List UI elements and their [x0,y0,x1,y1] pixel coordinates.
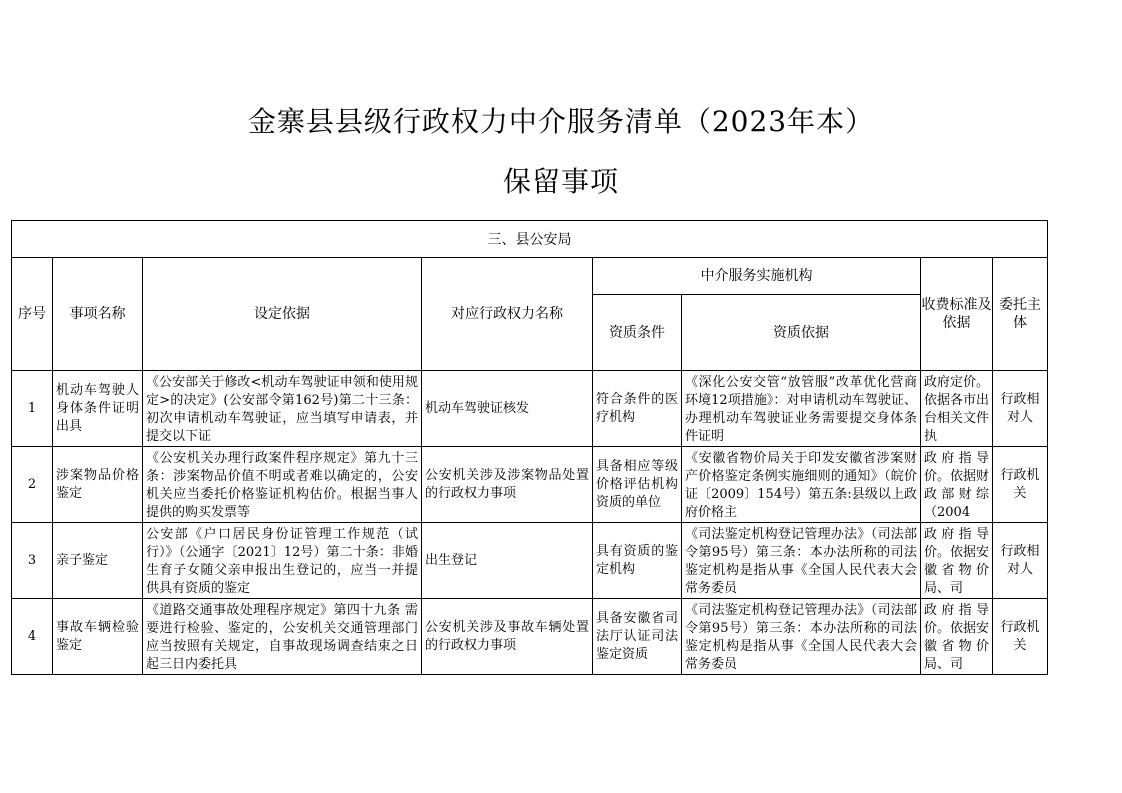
row-power-name-text: 公安机关涉及事故车辆处置的行政权力事项 [425,619,589,653]
row-basis-text: 公安部《户口居民身份证管理工作规范（试行）》（公通字〔2021〕12号）第二十条：非婚生育子女随父亲申报出生登记的，应当一并提供具有资质的鉴定 [146,526,418,596]
header-qual-basis: 资质依据 [682,295,921,371]
row-item-name-text: 亲子鉴定 [56,552,109,568]
row-fee [921,599,993,675]
row-seq: 3 [12,523,53,599]
row-basis [143,523,422,599]
row-entrust-text: 行政机关 [1000,467,1040,501]
row-qual-basis [682,599,921,675]
row-qual-basis-text: 《深化公安交管“放管服”改革优化营商环境12项措施》：对申请机动车驾驶证、办理机动车驾驶证业务需要提交身体条件证明 [685,374,917,444]
row-basis [143,371,422,447]
row-entrust-text: 行政相对人 [1000,543,1040,577]
row-power-name [422,599,593,675]
row-fee [921,523,993,599]
row-item-name [53,371,143,447]
row-item-name [53,447,143,523]
header-item-name: 事项名称 [53,258,143,371]
row-entrust [993,371,1048,447]
row-seq: 4 [12,599,53,675]
department-header: 三、县公安局 [12,221,1048,258]
row-fee-text: 政府指导价。依据安徽省物价局、司 [924,602,990,672]
row-entrust [993,523,1048,599]
row-qual-condition-text: 具有资质的鉴定机构 [596,543,678,577]
document-subtitle: 保留事项 [502,165,619,198]
header-seq: 序号 [12,258,53,371]
document-title: 金寨县县级行政权力中介服务清单（2023年本） [247,105,875,138]
table-row [12,447,1048,523]
row-fee-text: 政府指导价。依据财政部财综（2004 [924,450,990,520]
row-item-name [53,523,143,599]
row-item-name [53,599,143,675]
row-qual-condition-text: 符合条件的医疗机构 [596,391,678,425]
row-fee-text: 政府定价。依据各市出台相关文件执 [924,374,990,444]
row-qual-basis [682,523,921,599]
row-qual-basis-text: 《司法鉴定机构登记管理办法》（司法部令第95号）第三条：本办法所称的司法鉴定机构是指从事《全国人民代表大会常务委员 [685,602,917,672]
table-row [12,523,1048,599]
row-qual-basis [682,371,921,447]
row-qual-condition-text: 具备相应等级价格评估机构资质的单位 [596,458,678,510]
header-fee: 收费标准及依据 [921,258,993,371]
header-entrust: 委托主体 [993,258,1048,371]
table-row [12,599,1048,675]
row-power-name [422,523,593,599]
row-qual-condition [593,447,682,523]
row-power-name-text: 出生登记 [425,552,478,568]
row-seq: 2 [12,447,53,523]
row-power-name [422,447,593,523]
row-qual-condition [593,371,682,447]
row-qual-basis-text: 《安徽省物价局关于印发安徽省涉案财产价格鉴定条例实施细则的通知》（皖价证〔2009〕154号）第五条:县级以上政府价格主 [685,450,917,520]
header-qual-condition: 资质条件 [593,295,682,371]
row-basis-text: 《公安机关办理行政案件程序规定》第九十三条：涉案物品价值不明或者难以确定的，公安机关应当委托价格鉴证机构估价。根据当事人提供的购买发票等 [146,450,418,520]
row-power-name-text: 公安机关涉及涉案物品处置的行政权力事项 [425,467,589,501]
header-power-name: 对应行政权力名称 [422,258,593,371]
row-basis [143,599,422,675]
row-power-name [422,371,593,447]
row-item-name-text: 机动车驾驶人身体条件证明出具 [56,382,139,434]
row-power-name-text: 机动车驾驶证核发 [425,400,530,416]
row-qual-basis [682,447,921,523]
row-item-name-text: 事故车辆检验鉴定 [56,619,139,653]
row-entrust [993,599,1048,675]
header-basis: 设定依据 [143,258,422,371]
row-basis [143,447,422,523]
row-qual-condition-text: 具备安徽省司法厅认证司法鉴定资质 [596,610,678,662]
header-agency-group: 中介服务实施机构 [593,258,921,295]
row-qual-basis-text: 《司法鉴定机构登记管理办法》（司法部令第95号）第三条：本办法所称的司法鉴定机构是指从事《全国人民代表大会常务委员 [685,526,917,596]
row-item-name-text: 涉案物品价格鉴定 [56,467,139,501]
row-fee-text: 政府指导价。依据安徽省物价局、司 [924,526,990,596]
row-entrust-text: 行政机关 [1000,619,1040,653]
row-seq: 1 [12,371,53,447]
service-list-table [11,220,1048,675]
row-qual-condition [593,523,682,599]
row-basis-text: 《道路交通事故处理程序规定》第四十九条 需要进行检验、鉴定的，公安机关交通管理部门应当按照有关规定，自事故现场调查结束之日起三日内委托具 [146,602,418,672]
row-entrust-text: 行政相对人 [1000,391,1040,425]
table-row [12,371,1048,447]
row-fee [921,447,993,523]
row-fee [921,371,993,447]
row-qual-condition [593,599,682,675]
row-entrust [993,447,1048,523]
row-basis-text: 《公安部关于修改<机动车驾驶证申领和使用规定>的决定》(公安部令第162号)第二十三条：初次申请机动车驾驶证，应当填写申请表，并提交以下证 [146,374,418,444]
